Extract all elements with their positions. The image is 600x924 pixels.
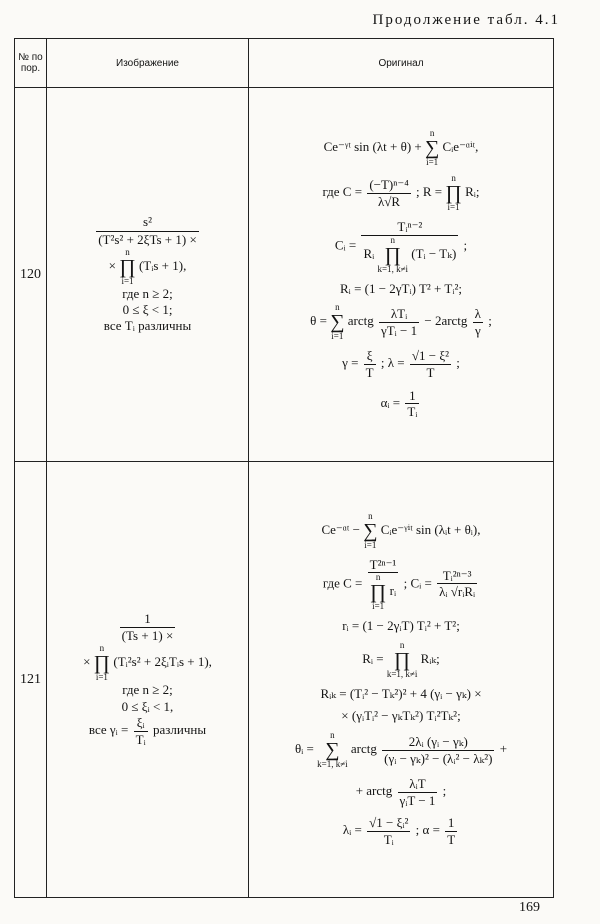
formula: θᵢ = n ∑ k=1, k≠i arctg $\frac{\text{2λᵢ (γᵢ − γₖ)}}{\text{(γᵢ − γₖ)² − (λᵢ² − λₖ²)}}$ + [294, 730, 508, 769]
original-cell [249, 88, 554, 462]
formula: Cᵢ = Tᵢⁿ⁻² Rᵢ n ∏ k=1, k≠i (Tᵢ − Tₖ) ; [334, 219, 468, 274]
formula: Ce⁻ᵞᵗ sin (λt + θ) + n ∑ i=1 Cᵢe⁻ᵅⁱᵗ, [323, 128, 479, 168]
original-cell [249, 462, 554, 898]
column-header-original: Оригинал [249, 39, 554, 88]
condition: все γᵢ = $\frac{\text{ξᵢ}}{\text{Tᵢ}}$ различны [88, 714, 207, 747]
transform-table [14, 38, 554, 898]
formula: rᵢ = (1 − 2γᵢT) Tᵢ² + T²; [342, 618, 460, 634]
product-operator: n ∏ i=1 [119, 246, 136, 286]
row-number: 121 [15, 462, 47, 898]
image-fraction: $\frac{\text{s²}}{\text{(T²s² + 2ξTs + 1) ×}}$ [98, 214, 197, 247]
column-header-image: Изображение [47, 39, 249, 88]
formula: Rᵢₖ = (Tᵢ² − Tₖ²)² + 4 (γᵢ − γₖ) × [320, 685, 482, 701]
formula: λᵢ = $\frac{\text{√1 − ξᵢ²}}{\text{Tᵢ}}$ ; α = $\frac{1}{T}$ [342, 815, 456, 847]
column-header-no: № по пор. [15, 39, 47, 88]
formula: αᵢ = $\frac{1}{\text{Tᵢ}}$ [380, 387, 418, 420]
condition: где n ≥ 2; [122, 682, 173, 698]
formula: Rᵢ = n ∏ k=1, k≠i Rᵢₖ; [362, 639, 440, 679]
formula: где C = T²ⁿ⁻¹ n ∏ i=1 rᵢ ; Cᵢ = $\frac{\text{Tᵢ²ⁿ⁻³}}{\text{λᵢ √rᵢRᵢ}}$ [322, 556, 476, 612]
image-cell: $\frac{\text{s²}}{\text{(T²s² + 2ξTs + 1) ×}}$ × n ∏ i=1 (Tᵢs + 1), где n ≥ 2; 0 ≤ ξ < 1; все Tᵢ различны [47, 88, 249, 462]
condition: все Tᵢ различны [103, 318, 192, 334]
formula: θ = n ∑ i=1 arctg $\frac{\text{λTᵢ}}{\text{γTᵢ − 1}}$ − 2arctg $\frac{\lambda}{\gamma}$ ; [310, 302, 492, 342]
formula: × (γᵢTᵢ² − γₖTₖ²) Tᵢ²Tₖ²; [341, 708, 461, 724]
row-number: 120 [15, 88, 47, 462]
condition: где n ≥ 2; [122, 285, 173, 301]
table-row [15, 462, 554, 898]
table-header-row [15, 39, 554, 88]
condition: 0 ≤ ξ < 1; [122, 302, 173, 318]
formula: + arctg $\frac{\text{λᵢT}}{\text{γᵢT − 1}}$ ; [355, 776, 447, 808]
formula: Rᵢ = (1 − 2γTᵢ) T² + Tᵢ²; [340, 280, 462, 296]
condition: 0 ≤ ξᵢ < 1, [121, 698, 174, 714]
formula: Ce⁻ᵅᵗ − n ∑ i=1 Cᵢe⁻ᵞⁱᵗ sin (λᵢt + θᵢ), [321, 510, 481, 550]
table-continuation-header: Продолжение табл. 4.1 [372, 12, 560, 28]
image-fraction: $\frac{1}{(Ts + 1) \times}$ [121, 610, 174, 643]
table-row [15, 88, 554, 462]
image-cell: $\frac{1}{(Ts + 1) \times}$ × n ∏ i=1 (Tᵢ²s² + 2ξᵢTᵢs + 1), где n ≥ 2; 0 ≤ ξᵢ < 1, все γᵢ = $\frac{\text{ξᵢ}}{\text{Tᵢ}}$ различны [47, 462, 249, 898]
page-number: 169 [519, 900, 540, 915]
formula: γ = $\frac{\xi}{T}$ ; λ = $\frac{\text{√1 − ξ²}}{T}$ ; [342, 348, 460, 380]
product-operator: n ∏ i=1 [93, 643, 111, 683]
formula: где C = $\frac{\text{(−T)ⁿ⁻⁴}}{\lambda√R}$ ; R = n ∏ i=1 Rᵢ; [322, 173, 480, 213]
